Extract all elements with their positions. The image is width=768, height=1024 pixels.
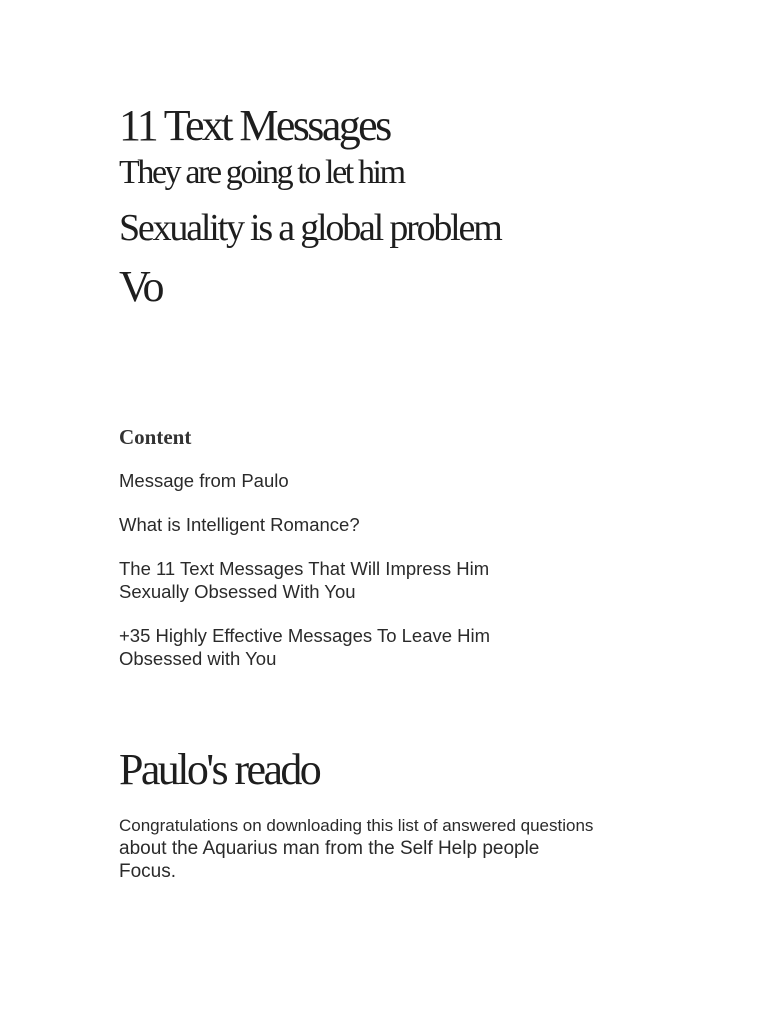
section-paragraph	[119, 815, 679, 883]
contents-item-35-messages[interactable]: +35 Highly Effective Messages To Leave Him Obsessed with You	[119, 625, 491, 669]
contents-heading: Content	[119, 425, 192, 449]
paragraph-line: Focus.	[119, 861, 177, 882]
section-title: Paulo's reado	[119, 745, 320, 794]
document-subtitle-1: They are going to let him	[119, 154, 404, 191]
paragraph-line: Congratulations on downloading this list of answered questions	[119, 816, 594, 835]
contents-list	[119, 469, 679, 691]
contents-item-intelligent-romance[interactable]: What is Intelligent Romance?	[119, 514, 360, 535]
contents-item-message-from-paulo[interactable]: Message from Paulo	[119, 470, 289, 491]
document-subtitle-3: Vo	[119, 262, 162, 311]
contents-item-11-text-messages[interactable]: The 11 Text Messages That Will Impress Him Sexually Obsessed With You	[119, 558, 490, 602]
document-subtitle-2: Sexuality is a global problem	[119, 207, 501, 249]
paragraph-line: about the Aquarius man from the Self Help people	[119, 838, 540, 859]
document-title: 11 Text Messages	[119, 101, 390, 150]
